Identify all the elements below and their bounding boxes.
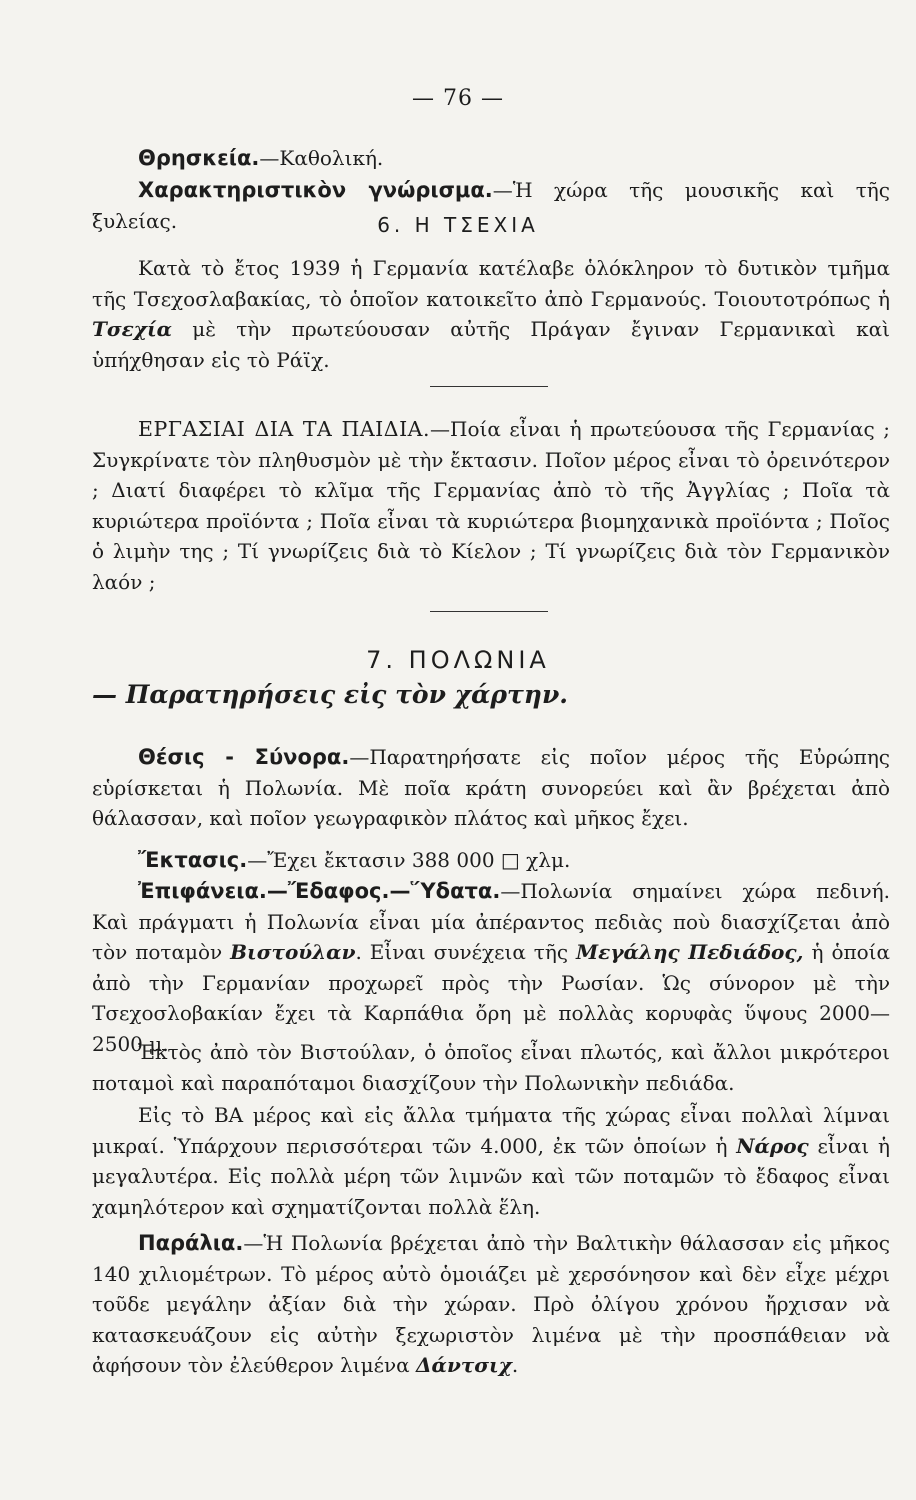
exercises-label: ΕΡΓΑΣΙΑΙ ΔΙΑ ΤΑ ΠΑΙΔΙΑ. — [138, 417, 431, 441]
czech-text-1: Κατὰ τὸ ἔτος 1939 ἡ Γερμανία κατέλαβε ὁλόκληρον τὸ δυτικὸν τμῆμα τῆς Τσεχοσλαβακίας, τὸ ὁποῖον κατοικεῖτο ἀπὸ Γερμανούς. Τοιουτοτρόπως ἡ — [92, 256, 890, 311]
coast-label: Παράλια. — [138, 1231, 244, 1255]
area-label: Ἔκτασις. — [138, 848, 248, 872]
czech-text-2: μὲ τὴν πρωτεύουσαν αὐτῆς Πράγαν ἔγιναν Γερμανικαὶ καὶ ὑπήχθησαν εἰς τὸ Ράϊχ. — [92, 317, 890, 372]
religion-text: —Καθολική. — [259, 146, 384, 170]
vistula-name: Βιστούλαν — [230, 940, 356, 964]
feature-text: —Ἡ χώρα τῆς μουσικῆς καὶ τῆς ξυλείας. — [92, 178, 890, 233]
religion-line — [92, 143, 890, 174]
coast-text: —Ἡ Πολωνία βρέχεται ἀπὸ τὴν Βαλτικὴν θάλασσαν εἰς μῆκος 140 χιλιομέτρων. Τὸ μέρος αὐτὸ ὁμοιάζει μὲ χερσόνησον καὶ δὲν εἶχε μέχρι τοῦδε μεγάλην ἀξίαν διὰ τὴν χώραν. Πρὸ ὀλίγου χρόνου ἤρχισαν νὰ κατασκευάζουν εἰς αὐτὴν ξεχωριστὸν λιμένα μὲ τὴν προσπάθειαν νὰ ἀφήσουν τὸν ἐλεύθερον λιμένα — [92, 1231, 890, 1377]
position-label: Θέσις - Σύνορα. — [138, 745, 350, 769]
surface-label: Ἐπιφάνεια.—Ἔδαφος.—Ὕδατα. — [138, 879, 501, 903]
czech-name: Τσεχία — [92, 317, 173, 341]
exercises-paragraph — [92, 414, 890, 597]
lakes-text-2: εἶναι ἡ μεγαλυτέρα. Εἰς πολλὰ μέρη τῶν λιμνῶν καὶ τῶν ποταμῶν τὸ ἔδαφος εἶναι χαμηλότερον καὶ σχηματίζονται πολλὰ ἕλη. — [92, 1133, 891, 1219]
danzig-name: Δάντσιχ — [416, 1353, 512, 1377]
lakes-paragraph — [92, 1100, 890, 1222]
religion-label: Θρησκεία. — [138, 146, 260, 170]
page-number: — 76 — — [412, 86, 504, 111]
coast-end: . — [511, 1353, 519, 1377]
rivers-paragraph: Ἐκτὸς ἀπὸ τὸν Βιστούλαν, ὁ ὁποῖος εἶναι πλωτός, καὶ ἄλλοι μικρότεροι ποταμοὶ καὶ παραπόταμοι διασχίζουν τὴν Πολωνικὴν πεδιάδα. — [92, 1040, 890, 1095]
map-observations-subheading: — Παρατηρήσεις εἰς τὸν χάρτην. — [92, 680, 569, 709]
czech-paragraph — [92, 253, 890, 375]
surface-text-2: . Εἶναι συνέχεια τῆς — [355, 940, 577, 964]
divider-rule-2 — [430, 611, 548, 612]
naros-name: Νάρος — [736, 1133, 809, 1158]
section-heading-czech: 6. Η ΤΣΕΧΙΑ — [377, 213, 539, 237]
great-plain-name: Μεγάλης Πεδιάδος, — [576, 940, 804, 964]
exercises-text: —Ποία εἶναι ἡ πρωτεύουσα τῆς Γερμανίας ; Συγκρίνατε τὸν πληθυσμὸν μὲ τὴν ἔκτασιν. Ποῖον μέρος εἶναι τὸ ὀρεινότερον ; Διατί διαφέρει τὸ κλῖμα τῆς Γερμανίας ἀπὸ τὸ τῆς Ἀγγλίας ; Ποῖα τὰ κυριώτερα προϊόντα ; Ποῖα εἶναι τὰ κυριώτερα βιομηχανικὰ προϊόντα ; Ποῖος ὁ λιμὴν της ; Τί γνωρίζεις διὰ τὸ Κίελον ; Τί γνωρίζεις διὰ τὸν Γερμανικὸν λαόν ; — [92, 417, 890, 594]
area-text: —Ἔχει ἔκτασιν 388 000 □ χλμ. — [247, 848, 571, 872]
section-heading-poland: 7. ΠΟΛΩΝΙΑ — [366, 646, 550, 674]
divider-rule-1 — [430, 386, 548, 387]
area-line — [92, 845, 890, 876]
surface-text-3: ἡ ὁποία ἀπὸ τὴν Γερμανίαν προχωρεῖ πρὸς τὴν Ρωσίαν. Ὡς σύνορον μὲ τὴν Τσεχοσλοβακίαν ἔχει τὰ Καρπάθια ὄρη μὲ πολλὰς κορυφὰς ὕψους 2000—2500 μ. — [92, 940, 891, 1056]
position-paragraph — [92, 742, 890, 834]
feature-label: Χαρακτηριστικὸν γνώρισμα. — [138, 178, 493, 202]
position-text: —Παρατηρήσατε εἰς ποῖον μέρος τῆς Εὐρώπης εὑρίσκεται ἡ Πολωνία. Μὲ ποῖα κράτη συνορεύει καὶ ἂν βρέχεται ἀπὸ θάλασσαν, καὶ ποῖον γεωγραφικὸν πλάτος καὶ μῆκος ἔχει. — [92, 745, 890, 830]
surface-paragraph — [92, 876, 890, 1059]
surface-text-1: —Πολωνία σημαίνει χώρα πεδινή. Καὶ πράγματι ἡ Πολωνία εἶναι μία ἀπέραντος πεδιὰς ποὺ διασχίζεται ἀπὸ τὸν ποταμὸν — [92, 879, 890, 964]
coast-paragraph — [92, 1228, 890, 1381]
lakes-text-1: Εἰς τὸ ΒΑ μέρος καὶ εἰς ἄλλα τμήματα τῆς χώρας εἶναι πολλαὶ λίμναι μικραί. Ὑπάρχουν περισσότεραι τῶν 4.000, ἐκ τῶν ὁποίων ἡ — [92, 1103, 890, 1158]
